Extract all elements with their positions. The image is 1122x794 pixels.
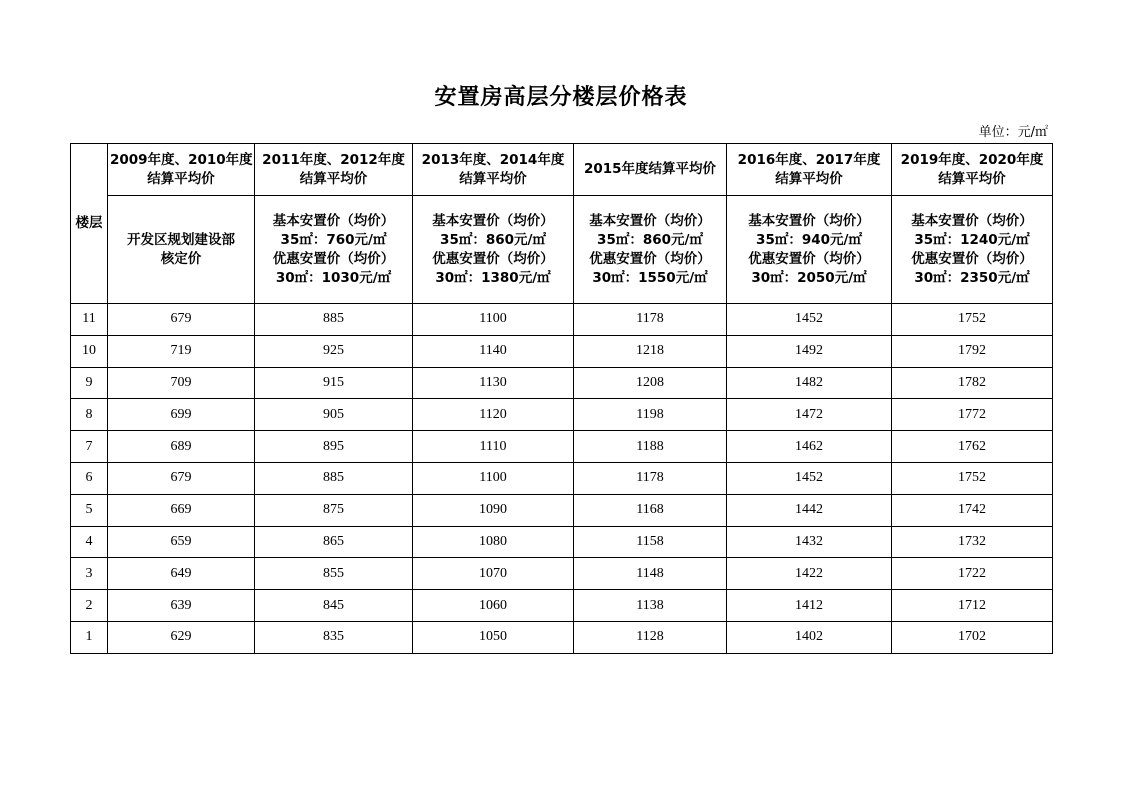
price-cell: 1782 bbox=[892, 367, 1053, 399]
price-cell: 1742 bbox=[892, 494, 1053, 526]
header-basis-line: 35㎡：1240元/㎡ bbox=[914, 231, 1030, 248]
header-period-line: 结算平均价 bbox=[775, 170, 843, 187]
header-period-1 bbox=[108, 144, 255, 196]
header-basis-line: 35㎡：940元/㎡ bbox=[756, 231, 862, 248]
price-cell: 1110 bbox=[413, 431, 574, 463]
header-period-line: 2015年度结算平均价 bbox=[583, 161, 717, 177]
price-cell: 1208 bbox=[574, 367, 727, 399]
price-cell: 855 bbox=[255, 558, 413, 590]
price-cell: 699 bbox=[108, 399, 255, 431]
header-period-line: 结算平均价 bbox=[147, 170, 215, 187]
header-period-3 bbox=[413, 144, 574, 196]
price-cell: 1130 bbox=[413, 367, 574, 399]
header-basis-line: 基本安置价（均价） bbox=[589, 212, 711, 229]
price-cell: 875 bbox=[255, 494, 413, 526]
price-cell: 1188 bbox=[574, 431, 727, 463]
price-cell: 1120 bbox=[413, 399, 574, 431]
price-cell: 679 bbox=[108, 304, 255, 336]
price-cell: 1158 bbox=[574, 526, 727, 558]
header-basis-line: 开发区规划建设部 bbox=[127, 231, 235, 248]
table-row bbox=[71, 367, 1053, 399]
header-basis-3 bbox=[413, 196, 574, 304]
price-cell: 1712 bbox=[892, 590, 1053, 622]
header-basis-4 bbox=[574, 196, 727, 304]
price-cell: 1402 bbox=[727, 621, 892, 653]
price-cell: 659 bbox=[108, 526, 255, 558]
price-cell: 709 bbox=[108, 367, 255, 399]
price-cell: 679 bbox=[108, 462, 255, 494]
floor-cell: 3 bbox=[71, 558, 108, 590]
price-cell: 1442 bbox=[727, 494, 892, 526]
header-basis-line: 优惠安置价（均价） bbox=[911, 250, 1033, 267]
header-basis-line: 核定价 bbox=[160, 250, 202, 267]
header-basis-line: 35㎡：860元/㎡ bbox=[597, 231, 703, 248]
header-period-line: 2009年度、2010年度 bbox=[110, 151, 253, 168]
price-cell: 1100 bbox=[413, 462, 574, 494]
price-cell: 1100 bbox=[413, 304, 574, 336]
table-row bbox=[71, 462, 1053, 494]
price-cell: 639 bbox=[108, 590, 255, 622]
price-cell: 1140 bbox=[413, 335, 574, 367]
price-cell: 689 bbox=[108, 431, 255, 463]
price-cell: 1138 bbox=[574, 590, 727, 622]
price-cell: 905 bbox=[255, 399, 413, 431]
price-cell: 1722 bbox=[892, 558, 1053, 590]
header-basis-line: 30㎡：2050元/㎡ bbox=[751, 269, 867, 286]
price-cell: 1412 bbox=[727, 590, 892, 622]
header-basis-line: 优惠安置价（均价） bbox=[589, 250, 711, 267]
price-cell: 1752 bbox=[892, 462, 1053, 494]
price-cell: 629 bbox=[108, 621, 255, 653]
price-cell: 1792 bbox=[892, 335, 1053, 367]
header-basis-line: 基本安置价（均价） bbox=[272, 212, 395, 229]
floor-cell: 4 bbox=[71, 526, 108, 558]
price-cell: 1050 bbox=[413, 621, 574, 653]
table-row bbox=[71, 558, 1053, 590]
price-cell: 1762 bbox=[892, 431, 1053, 463]
price-cell: 1732 bbox=[892, 526, 1053, 558]
header-period-line: 2013年度、2014年度 bbox=[421, 151, 565, 168]
unit-label: 单位：元/㎡ bbox=[978, 125, 1048, 140]
price-cell: 649 bbox=[108, 558, 255, 590]
price-cell: 885 bbox=[255, 462, 413, 494]
header-period-2 bbox=[255, 144, 413, 196]
price-cell: 845 bbox=[255, 590, 413, 622]
header-basis-line: 30㎡：1030元/㎡ bbox=[275, 269, 392, 286]
header-period-line: 结算平均价 bbox=[938, 170, 1006, 187]
header-period-6 bbox=[892, 144, 1053, 196]
floor-cell: 11 bbox=[71, 304, 108, 336]
price-cell: 1422 bbox=[727, 558, 892, 590]
table-row bbox=[71, 335, 1053, 367]
price-cell: 669 bbox=[108, 494, 255, 526]
header-basis-line: 基本安置价（均价） bbox=[432, 212, 554, 229]
price-cell: 885 bbox=[255, 304, 413, 336]
header-period-4 bbox=[574, 144, 727, 196]
price-cell: 1772 bbox=[892, 399, 1053, 431]
price-cell: 1090 bbox=[413, 494, 574, 526]
header-basis-line: 优惠安置价（均价） bbox=[748, 250, 870, 267]
header-basis-line: 30㎡：2350元/㎡ bbox=[914, 269, 1030, 286]
price-cell: 1702 bbox=[892, 621, 1053, 653]
header-basis-line: 基本安置价（均价） bbox=[748, 212, 870, 229]
table-row bbox=[71, 590, 1053, 622]
price-cell: 1218 bbox=[574, 335, 727, 367]
price-cell: 1462 bbox=[727, 431, 892, 463]
floor-cell: 9 bbox=[71, 367, 108, 399]
price-cell: 1128 bbox=[574, 621, 727, 653]
header-period-line: 2016年度、2017年度 bbox=[737, 151, 881, 168]
header-basis-6 bbox=[892, 196, 1053, 304]
price-cell: 1452 bbox=[727, 462, 892, 494]
price-cell: 895 bbox=[255, 431, 413, 463]
header-period-line: 2011年度、2012年度 bbox=[262, 151, 405, 168]
table-row bbox=[71, 304, 1053, 336]
header-basis-line: 基本安置价（均价） bbox=[911, 212, 1033, 229]
header-period-line: 结算平均价 bbox=[299, 170, 368, 187]
floor-cell: 7 bbox=[71, 431, 108, 463]
price-cell: 1148 bbox=[574, 558, 727, 590]
header-period-line: 2019年度、2020年度 bbox=[900, 151, 1044, 168]
header-basis-line: 优惠安置价（均价） bbox=[272, 250, 395, 267]
floor-cell: 10 bbox=[71, 335, 108, 367]
price-cell: 1482 bbox=[727, 367, 892, 399]
header-period-line: 结算平均价 bbox=[459, 170, 527, 187]
page-title: 安置房高层分楼层价格表 bbox=[434, 85, 688, 110]
price-cell: 1178 bbox=[574, 304, 727, 336]
table-row bbox=[71, 431, 1053, 463]
price-cell: 1168 bbox=[574, 494, 727, 526]
header-basis-5 bbox=[727, 196, 892, 304]
price-cell: 865 bbox=[255, 526, 413, 558]
price-cell: 835 bbox=[255, 621, 413, 653]
header-period-5 bbox=[727, 144, 892, 196]
header-basis-2 bbox=[255, 196, 413, 304]
price-cell: 925 bbox=[255, 335, 413, 367]
header-basis-line: 35㎡：760元/㎡ bbox=[280, 231, 387, 248]
floor-cell: 6 bbox=[71, 462, 108, 494]
price-cell: 1198 bbox=[574, 399, 727, 431]
floor-cell: 5 bbox=[71, 494, 108, 526]
table-row bbox=[71, 621, 1053, 653]
price-cell: 1432 bbox=[727, 526, 892, 558]
price-cell: 1060 bbox=[413, 590, 574, 622]
table-row bbox=[71, 494, 1053, 526]
price-cell: 1178 bbox=[574, 462, 727, 494]
header-basis-line: 30㎡：1550元/㎡ bbox=[592, 269, 708, 286]
floor-cell: 2 bbox=[71, 590, 108, 622]
header-floor: 楼层 bbox=[71, 144, 108, 304]
price-cell: 1070 bbox=[413, 558, 574, 590]
price-cell: 915 bbox=[255, 367, 413, 399]
price-cell: 719 bbox=[108, 335, 255, 367]
table-row bbox=[71, 399, 1053, 431]
header-basis-line: 优惠安置价（均价） bbox=[432, 250, 554, 267]
price-cell: 1452 bbox=[727, 304, 892, 336]
price-cell: 1080 bbox=[413, 526, 574, 558]
header-basis-line: 30㎡：1380元/㎡ bbox=[435, 269, 551, 286]
price-table bbox=[70, 143, 1053, 654]
header-basis-1 bbox=[108, 196, 255, 304]
header-basis-line: 35㎡：860元/㎡ bbox=[440, 231, 546, 248]
price-cell: 1472 bbox=[727, 399, 892, 431]
floor-cell: 8 bbox=[71, 399, 108, 431]
price-cell: 1752 bbox=[892, 304, 1053, 336]
table-row bbox=[71, 526, 1053, 558]
floor-cell: 1 bbox=[71, 621, 108, 653]
price-cell: 1492 bbox=[727, 335, 892, 367]
